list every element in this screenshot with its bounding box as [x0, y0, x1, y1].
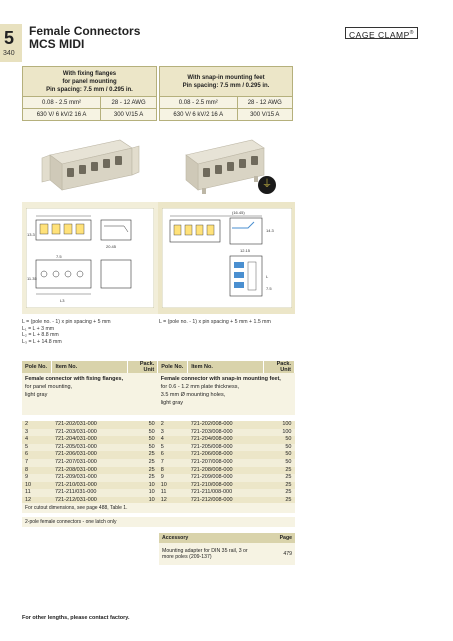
pole-no-right: 7 [158, 459, 188, 467]
pole-no-left: 10 [22, 482, 52, 490]
brand-text: CAGE CLAMP [349, 29, 410, 40]
pack-unit-right: 50 [264, 459, 295, 467]
header-pole-no-right: Pole No. [158, 361, 188, 373]
table-row [22, 421, 295, 429]
pole-no-right: 11 [158, 489, 188, 497]
page-number: 340 [3, 50, 15, 57]
spec-left-wire-mm: 0.08 - 2.5 mm² [23, 97, 101, 109]
pole-no-left: 12 [22, 497, 52, 505]
spec-table-right [159, 66, 293, 121]
item-no-left: 721-210/031-000 [52, 482, 128, 490]
pack-unit-right: 25 [264, 474, 295, 482]
pack-unit-right: 100 [264, 429, 295, 437]
spec-left-wire-awg: 28 - 12 AWG [101, 97, 157, 109]
item-no-right: 721-210/008-000 [188, 482, 264, 490]
item-no-left: 721-202/031-000 [52, 421, 128, 429]
pole-no-left: 4 [22, 436, 52, 444]
accessory-text-1: Mounting adapter for DIN 35 rail, 3 or [162, 547, 248, 554]
spec-right-heading [160, 67, 293, 97]
item-no-right: 721-204/008-000 [188, 436, 264, 444]
pole-no-right: 5 [158, 444, 188, 452]
description-right [158, 373, 295, 415]
spec-right-rating-ul: 300 V/15 A [237, 109, 292, 121]
footer-note: For other lengths, please contact factory. [22, 615, 130, 621]
formula-right-1: L = (pole no. - 1) x pin spacing + 5 mm + 1.5 mm [159, 319, 271, 325]
dim-label-r4: L [266, 274, 269, 279]
pack-unit-left: 50 [128, 444, 158, 452]
pack-unit-right: 25 [264, 467, 295, 475]
table-row [22, 429, 295, 437]
desc-left-line-1: Female connector with fixing flanges, [25, 376, 124, 382]
spec-left-rating-iec: 630 V/ 6 kV/2 16 A [23, 109, 101, 121]
spec-left-heading-3: Pin spacing: 7.5 mm / 0.295 in. [46, 86, 133, 93]
desc-left-line-3: light gray [25, 392, 48, 398]
spec-right-heading-1: With snap-in mounting feet [187, 74, 265, 81]
product-photo-flanges [40, 130, 140, 195]
parts-rows [22, 415, 295, 505]
item-no-right: 721-203/008-000 [188, 429, 264, 437]
item-no-right: 721-208/008-000 [188, 467, 264, 475]
product-photo-snap-in [180, 130, 270, 195]
header-item-no-right: Item No. [188, 361, 264, 373]
table-row [22, 489, 295, 497]
pack-unit-right: 25 [264, 497, 295, 505]
item-no-left: 721-207/031-000 [52, 459, 128, 467]
spec-right-heading-2: Pin spacing: 7.5 mm / 0.295 in. [182, 82, 270, 89]
description-left [22, 373, 158, 415]
desc-left-line-2: for panel mounting, [25, 384, 73, 390]
pack-unit-left: 25 [128, 459, 158, 467]
pack-unit-left: 50 [128, 436, 158, 444]
page-title [29, 25, 140, 51]
dim-label-r3: 12.15 [240, 248, 251, 253]
accessory-page: 479 [272, 543, 295, 565]
note-latch: 2-pole female connectors - one latch only [22, 517, 295, 527]
item-no-left: 721-211/031-000 [52, 489, 128, 497]
pack-unit-left: 25 [128, 451, 158, 459]
pole-no-right: 8 [158, 467, 188, 475]
pole-no-left: 3 [22, 429, 52, 437]
item-no-left: 721-204/031-000 [52, 436, 128, 444]
accessory-text-2: more poles (209-137) [162, 554, 212, 560]
table-row [22, 444, 295, 452]
pack-unit-right: 100 [264, 421, 295, 429]
header-pack-unit-left: Pack. Unit [128, 361, 158, 373]
formula-left-3: L₂ = L + 8.8 mm [22, 332, 59, 338]
dim-label-r5: 7.5 [266, 286, 272, 291]
chapter-number: 5 [4, 28, 15, 48]
pole-no-left: 2 [22, 421, 52, 429]
pole-no-left: 9 [22, 474, 52, 482]
formula-left-1: L = (pole no. - 1) x pin spacing + 5 mm [22, 319, 111, 325]
spec-left-heading [23, 67, 157, 97]
spec-right-wire-awg: 28 - 12 AWG [237, 97, 292, 109]
pole-no-left: 6 [22, 451, 52, 459]
pack-unit-left: 50 [128, 429, 158, 437]
item-no-left: 721-205/031-000 [52, 444, 128, 452]
spec-table-left [22, 66, 157, 121]
pole-no-right: 6 [158, 451, 188, 459]
dim-label-2: 20.45 [106, 244, 117, 249]
title-line-2: MCS MIDI [29, 37, 85, 51]
parts-table [22, 361, 295, 505]
pole-no-right: 9 [158, 474, 188, 482]
desc-right-line-3: 3.5 mm Ø mounting holes, [160, 392, 226, 398]
item-no-left: 721-206/031-000 [52, 451, 128, 459]
item-no-right: 721-207/008-000 [188, 459, 264, 467]
table-row [22, 474, 295, 482]
spec-left-heading-1: With fixing flanges [62, 70, 117, 77]
pack-unit-left: 10 [128, 482, 158, 490]
table-row [22, 459, 295, 467]
item-no-left: 721-203/031-000 [52, 429, 128, 437]
title-line-1: Female Connectors [29, 24, 141, 38]
accessory-table [159, 533, 295, 565]
pack-unit-right: 50 [264, 444, 295, 452]
dim-label-r2: 14.3 [266, 228, 274, 233]
brand-logo [345, 27, 418, 39]
pack-unit-left: 10 [128, 497, 158, 505]
ground-symbol-icon: ⏚ [258, 176, 276, 194]
accessory-header-row [159, 533, 295, 543]
accessory-row [159, 543, 295, 565]
formula-left-4: L₃ = L + 14.8 mm [22, 338, 62, 345]
pole-no-right: 12 [158, 497, 188, 505]
spec-right-rating-iec: 630 V/ 6 kV/2 16 A [160, 109, 238, 121]
pole-no-right: 2 [158, 421, 188, 429]
header-pack-unit-right: Pack. Unit [264, 361, 295, 373]
pack-unit-left: 25 [128, 474, 158, 482]
drawing-snap-in-connector [162, 208, 292, 308]
header-item-no-left: Item No. [52, 361, 128, 373]
table-row [22, 451, 295, 459]
note-cutout: For cutout dimensions, see page 488, Table 1. [22, 503, 295, 513]
item-no-right: 721-211/008-000 [188, 489, 264, 497]
dim-label-1: 13.3 [27, 232, 35, 237]
item-no-right: 721-212/008-000 [188, 497, 264, 505]
header-pole-no-left: Pole No. [22, 361, 52, 373]
accessory-header-page: Page [272, 533, 295, 543]
table-row [22, 467, 295, 475]
pole-no-right: 4 [158, 436, 188, 444]
item-no-right: 721-205/008-000 [188, 444, 264, 452]
pack-unit-right: 50 [264, 436, 295, 444]
dim-label-3: 11.35 [27, 276, 37, 281]
desc-right-line-2: for 0.6 - 1.2 mm plate thickness, [160, 384, 239, 390]
spec-left-rating-ul: 300 V/15 A [101, 109, 157, 121]
spec-right-wire-mm: 0.08 - 2.5 mm² [160, 97, 238, 109]
item-no-left: 721-212/031-000 [52, 497, 128, 505]
table-row [22, 482, 295, 490]
dim-label-5: L3 [60, 298, 65, 303]
accessory-description [159, 543, 272, 565]
dim-label-r1: (16.45) [232, 210, 245, 215]
pack-unit-right: 50 [264, 451, 295, 459]
pack-unit-left: 10 [128, 489, 158, 497]
pole-no-left: 11 [22, 489, 52, 497]
item-no-right: 721-209/008-000 [188, 474, 264, 482]
pole-no-right: 3 [158, 429, 188, 437]
spec-left-heading-2: for panel mounting [62, 78, 117, 85]
item-no-right: 721-206/008-000 [188, 451, 264, 459]
pole-no-left: 8 [22, 467, 52, 475]
parts-description-row [22, 373, 295, 415]
item-no-right: 721-202/008-000 [188, 421, 264, 429]
dim-label-4: 7.5 [56, 254, 62, 259]
accessory-header-label: Accessory [159, 533, 272, 543]
item-no-left: 721-209/031-000 [52, 474, 128, 482]
pole-no-left: 5 [22, 444, 52, 452]
desc-right-line-4: light gray [160, 400, 184, 406]
formula-block-right [159, 319, 271, 326]
drawing-flanged-connector [26, 208, 154, 308]
brand-mark: ® [409, 30, 414, 36]
formula-left-2: L₁ = L + 3 mm [22, 325, 55, 332]
pole-no-left: 7 [22, 459, 52, 467]
pack-unit-left: 25 [128, 467, 158, 475]
table-row [22, 436, 295, 444]
pole-no-right: 10 [158, 482, 188, 490]
parts-header-row [22, 361, 295, 373]
pack-unit-right: 25 [264, 489, 295, 497]
pack-unit-right: 25 [264, 482, 295, 490]
pack-unit-left: 50 [128, 421, 158, 429]
desc-right-line-1: Female connector with snap-in mounting feet, [160, 376, 281, 382]
item-no-left: 721-208/031-000 [52, 467, 128, 475]
formula-block-left [22, 319, 111, 345]
